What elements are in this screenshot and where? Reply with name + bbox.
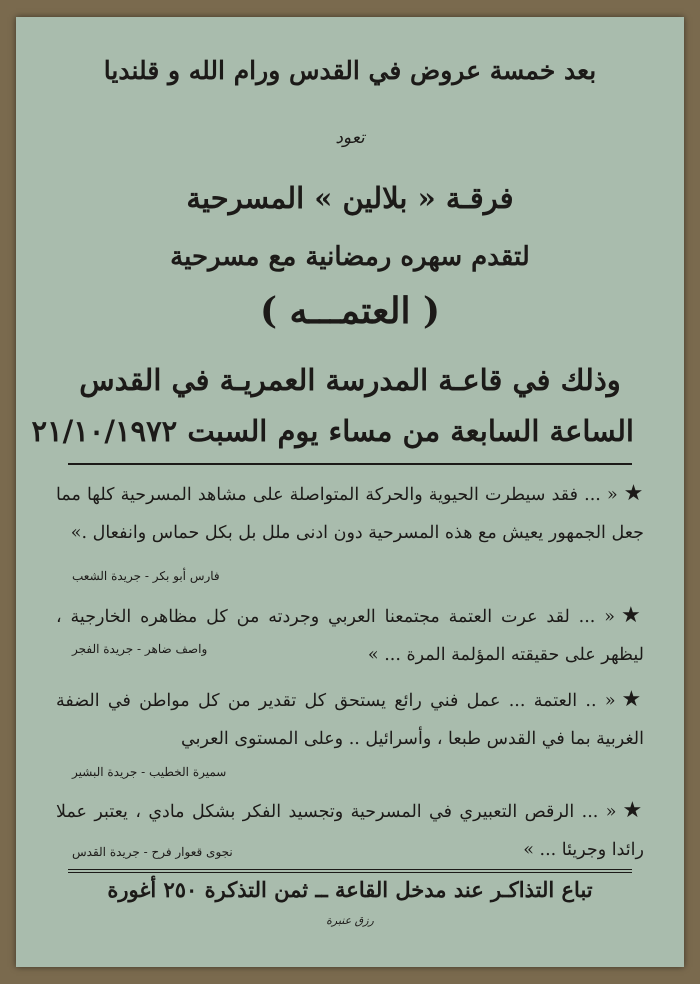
ticket-info: تباع التذاكـر عند مدخل القاعة ــ ثمن التذكرة ٢٥٠ أغورة xyxy=(107,877,593,902)
date-line: الساعة السابعة من مساء يوم السبت ٢١/١٠/١٩٧٢ xyxy=(31,414,634,448)
play-title: ( العتمـــه ) xyxy=(259,290,441,332)
star-icon: ★ xyxy=(622,798,644,823)
venue-line: وذلك في قاعـة المدرسة العمريـة في القدس xyxy=(79,363,621,397)
divider-bottom xyxy=(68,869,632,873)
intro-line: بعد خمسة عروض في القدس ورام الله و قلنديا xyxy=(103,56,597,85)
review-text: « ... الرقص التعبيري في المسرحية وتجسيد الفكر بشكل مادي ، يعتبر عملا رائدا وجريئا ... » xyxy=(56,802,644,860)
troupe-name: فرقـة « بلالين » المسرحية xyxy=(186,181,514,215)
star-icon: ★ xyxy=(620,603,644,628)
review-quote-2 xyxy=(56,595,644,672)
review-text: « ... لقد عرت العتمة مجتمعنا العربي وجردته من كل مظاهره الخارجية ، ليظهر على حقيقته المؤلمة المرة ... » xyxy=(56,607,644,665)
review-source-1: فارس أبو بكر - جريدة الشعب xyxy=(72,569,220,583)
star-icon: ★ xyxy=(621,687,644,712)
review-source-3: سميرة الخطيب - جريدة البشير xyxy=(72,765,227,779)
review-quote-1 xyxy=(56,473,644,550)
review-text: « ... فقد سيطرت الحيوية والحركة المتواصلة على مشاهد المسرحية كلها مما جعل الجمهور يعيش مع هذه المسرحية دون ادنى ملل بل بكل حماس وانفعال .» xyxy=(56,485,644,543)
star-icon: ★ xyxy=(623,481,644,506)
review-quote-3 xyxy=(56,679,644,756)
review-text: « .. العتمة ... عمل فني رائع يستحق كل تقدير من كل مواطن في الضفة الغربية بما في القدس طبعا ، وأسرائيل .. وعلى المستوى العربي xyxy=(56,691,644,749)
review-source-4: نجوى قعوار فرح - جريدة القدس xyxy=(72,845,233,859)
returns-line: تعود xyxy=(335,128,365,148)
presents-line: لتقدم سهره رمضانية مع مسرحية xyxy=(170,242,530,272)
poster-sheet xyxy=(16,17,684,967)
printer-mark: رزق عنبرة xyxy=(326,914,374,927)
review-source-2: واصف ضاهر - جريدة الفجر xyxy=(72,642,208,656)
divider-top xyxy=(68,463,632,465)
